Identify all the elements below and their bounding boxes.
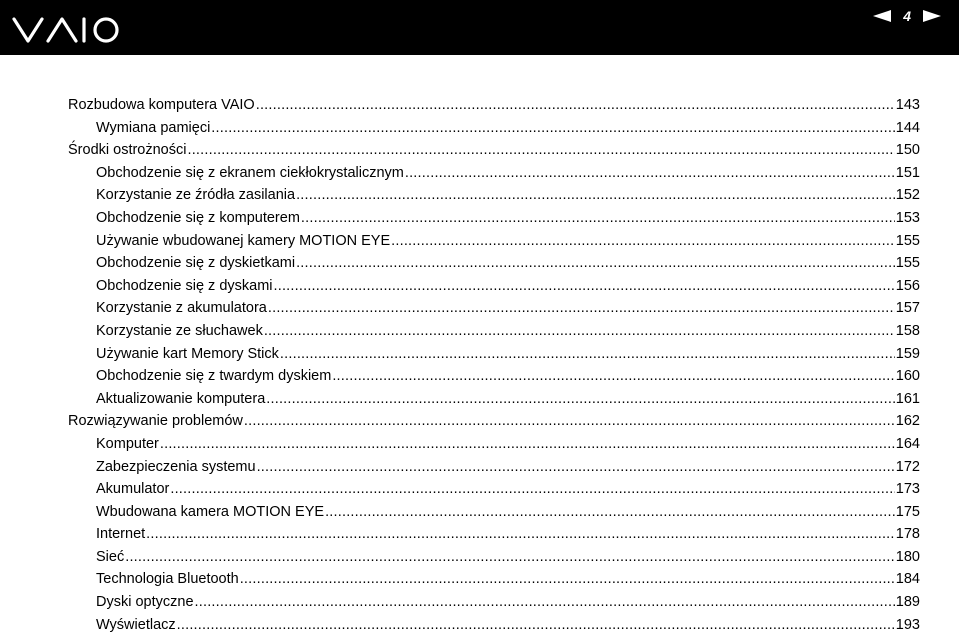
- toc-entry[interactable]: [68, 594, 920, 617]
- toc-entry[interactable]: [68, 526, 920, 549]
- toc-entry-page: 143: [895, 97, 920, 113]
- toc-entry-page: 156: [895, 277, 920, 294]
- toc-entry-page: 157: [895, 300, 920, 317]
- toc-entry-title: Używanie wbudowanej kamery MOTION EYE: [96, 232, 391, 249]
- toc-entry-title: Sieć: [96, 548, 125, 565]
- toc-dot-leader: [177, 617, 895, 633]
- toc-dot-leader: [325, 504, 895, 520]
- toc-entry-title: Wbudowana kamera MOTION EYE: [96, 503, 325, 520]
- toc-entry[interactable]: [68, 617, 920, 640]
- toc-entry[interactable]: [68, 504, 920, 527]
- toc-entry-title: Używanie kart Memory Stick: [96, 345, 279, 362]
- toc-entry-page: 164: [895, 435, 920, 452]
- toc-dot-leader: [240, 571, 895, 587]
- toc-entry-page: 155: [895, 255, 920, 272]
- toc-entry-title: Internet: [96, 526, 146, 543]
- toc-entry-page: 150: [895, 142, 920, 159]
- next-page-arrow-icon[interactable]: [923, 10, 941, 22]
- toc-entry-page: 189: [895, 594, 920, 611]
- toc-entry-title: Wymiana pamięci: [96, 119, 211, 136]
- toc-dot-leader: [264, 323, 895, 339]
- toc-entry-page: 158: [895, 322, 920, 339]
- toc-entry-title: Obchodzenie się z dyskietkami: [96, 255, 296, 272]
- toc-entry-page: 153: [895, 209, 920, 226]
- toc-entry-title: Korzystanie ze źródła zasilania: [96, 187, 296, 204]
- toc-dot-leader: [257, 459, 895, 475]
- toc-entry-title: Środki ostrożności: [68, 142, 187, 159]
- toc-dot-leader: [405, 165, 895, 181]
- toc-entry[interactable]: [68, 233, 920, 256]
- page-navigator: [873, 7, 941, 25]
- toc-entry[interactable]: [68, 571, 920, 594]
- toc-dot-leader: [160, 436, 895, 452]
- toc-entry-page: 184: [895, 571, 920, 588]
- toc-dot-leader: [211, 120, 895, 136]
- toc-entry-page: 151: [895, 164, 920, 181]
- toc-dot-leader: [146, 526, 895, 542]
- toc-entry[interactable]: [68, 481, 920, 504]
- toc-entry[interactable]: [68, 97, 920, 120]
- toc-entry[interactable]: [68, 142, 920, 165]
- toc-entry-page: 178: [895, 526, 920, 543]
- toc-entry[interactable]: [68, 187, 920, 210]
- toc-entry-title: Korzystanie z akumulatora: [96, 300, 267, 317]
- toc-entry[interactable]: [68, 549, 920, 572]
- vaio-logo: [12, 15, 122, 45]
- toc-entry[interactable]: [68, 323, 920, 346]
- toc-entry-page: 175: [895, 503, 920, 520]
- toc-entry-page: 193: [895, 616, 920, 633]
- toc-dot-leader: [125, 549, 895, 565]
- toc-entry-title: Dyski optyczne: [96, 594, 194, 611]
- toc-dot-leader: [195, 594, 895, 610]
- toc-dot-leader: [187, 142, 894, 158]
- toc-entry-title: Wyświetlacz: [96, 616, 176, 633]
- toc-entry-title: Komputer: [96, 435, 159, 452]
- toc-entry-page: 152: [895, 187, 920, 204]
- toc-entry-page: 172: [895, 458, 920, 475]
- toc-entry[interactable]: [68, 368, 920, 391]
- toc-entry[interactable]: [68, 346, 920, 369]
- toc-entry-title: Obchodzenie się z komputerem: [96, 209, 300, 226]
- toc-entry-title: Rozwiązywanie problemów: [68, 413, 243, 430]
- page-number: 4: [903, 8, 911, 24]
- toc-dot-leader: [301, 210, 895, 226]
- toc-dot-leader: [256, 97, 895, 113]
- toc-entry[interactable]: [68, 165, 920, 188]
- toc-dot-leader: [296, 255, 895, 271]
- toc-dot-leader: [170, 481, 894, 497]
- toc-entry-title: Rozbudowa komputera VAIO: [68, 97, 255, 113]
- toc-entry[interactable]: [68, 278, 920, 301]
- table-of-contents: [68, 97, 920, 639]
- toc-entry[interactable]: [68, 459, 920, 482]
- toc-dot-leader: [274, 278, 895, 294]
- toc-entry[interactable]: [68, 255, 920, 278]
- toc-entry[interactable]: [68, 210, 920, 233]
- previous-page-arrow-icon[interactable]: [873, 10, 891, 22]
- toc-entry-title: Technologia Bluetooth: [96, 571, 239, 588]
- header-bar: [0, 0, 959, 55]
- toc-entry-title: Aktualizowanie komputera: [96, 390, 266, 407]
- toc-entry-title: Obchodzenie się z dyskami: [96, 277, 273, 294]
- toc-entry[interactable]: [68, 120, 920, 143]
- toc-entry-page: 173: [895, 481, 920, 498]
- toc-dot-leader: [268, 300, 895, 316]
- toc-entry[interactable]: [68, 300, 920, 323]
- toc-entry-page: 144: [895, 119, 920, 136]
- toc-entry-page: 180: [895, 548, 920, 565]
- toc-entry[interactable]: [68, 391, 920, 414]
- toc-entry-page: 159: [895, 345, 920, 362]
- toc-entry-page: 160: [895, 368, 920, 385]
- toc-dot-leader: [266, 391, 895, 407]
- toc-dot-leader: [391, 233, 895, 249]
- toc-dot-leader: [332, 368, 894, 384]
- toc-entry-title: Obchodzenie się z ekranem ciekłokrystalicznym: [96, 164, 404, 181]
- toc-dot-leader: [296, 187, 895, 203]
- toc-dot-leader: [244, 413, 895, 429]
- toc-entry-page: 162: [895, 413, 920, 430]
- toc-entry-title: Obchodzenie się z twardym dyskiem: [96, 368, 332, 385]
- toc-dot-leader: [280, 346, 895, 362]
- toc-entry-title: Akumulator: [96, 481, 170, 498]
- toc-entry[interactable]: [68, 436, 920, 459]
- toc-entry-title: Korzystanie ze słuchawek: [96, 322, 263, 339]
- toc-entry[interactable]: [68, 413, 920, 436]
- toc-entry-title: Zabezpieczenia systemu: [96, 458, 256, 475]
- toc-entry-page: 155: [895, 232, 920, 249]
- toc-entry-page: 161: [895, 390, 920, 407]
